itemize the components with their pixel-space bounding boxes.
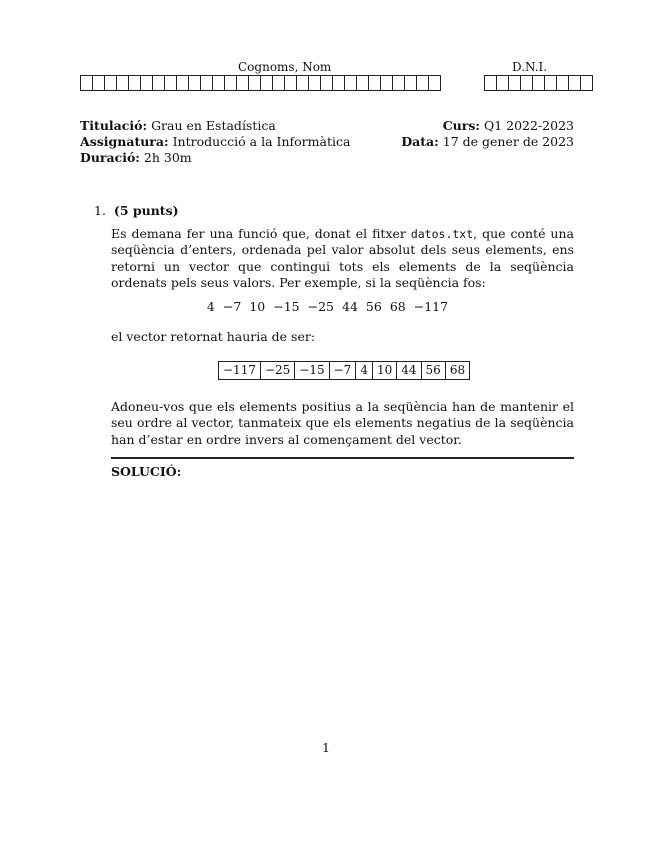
titulacio-label: Titulació:: [80, 118, 148, 133]
curs-label: Curs:: [442, 118, 480, 133]
page-number: 1: [322, 740, 330, 755]
vector-intro: el vector retornat hauria de ser:: [111, 329, 316, 344]
problem-number: 1.: [94, 203, 106, 218]
sequence-item: −15: [273, 299, 300, 314]
intro-text-2: , que conté una seqüència d’enters, ordenada pel valor absolut dels seus elements, ens retorni un vector que contingui tots els elements de la seqüència ordenats pels seus valors. Per exemple, si la seqüència fos:: [111, 226, 574, 291]
sequence-item: 56: [365, 299, 382, 314]
assignatura-line: [80, 134, 350, 150]
sequence-item: 68: [389, 299, 406, 314]
assignatura-value: Introducció a la Informàtica: [172, 134, 351, 149]
name-boxes: [80, 75, 440, 91]
duracio-value: 2h 30m: [143, 150, 192, 165]
example-sequence: [0, 299, 655, 314]
problem-points: (5 punts): [113, 203, 179, 218]
dni-label: D.N.I.: [512, 60, 548, 74]
name-label: Cognoms, Nom: [238, 60, 332, 74]
data-line: [401, 134, 574, 150]
meta-left: [80, 118, 350, 166]
vector-cell: −7: [330, 362, 357, 379]
problem-intro: [111, 226, 574, 292]
vector-cell: −117: [219, 362, 261, 379]
sequence-item: 4: [206, 299, 215, 314]
vector-cell: 10: [373, 362, 397, 379]
solution-divider: [111, 457, 574, 459]
dni-boxes: [484, 75, 592, 91]
problem-heading: [94, 203, 179, 220]
solution-label: SOLUCIÓ:: [111, 464, 182, 479]
sequence-item: 44: [342, 299, 358, 314]
vector-cell: 68: [449, 363, 466, 377]
titulacio-line: [80, 118, 350, 134]
result-vector: [218, 361, 470, 380]
titulacio-value: Grau en Estadística: [151, 118, 276, 133]
curs-value: Q1 2022-2023: [483, 118, 574, 133]
vector-cell: 4: [356, 362, 373, 379]
vector-cell: −25: [261, 362, 295, 379]
meta-right: [401, 118, 574, 150]
curs-line: [401, 118, 574, 134]
sequence-item: −25: [307, 299, 334, 314]
data-value: 17 de gener de 2023: [442, 134, 574, 149]
intro-filename: datos.txt: [410, 227, 474, 241]
intro-text-1: Es demana fer una funció que, donat el fitxer: [111, 226, 411, 241]
data-label: Data:: [401, 134, 439, 149]
sequence-item: −117: [413, 299, 449, 314]
vector-cell: 56: [422, 362, 446, 379]
duracio-line: [80, 150, 350, 166]
vector-cell: 44: [397, 362, 421, 379]
problem-note: Adoneu-vos que els elements positius a la seqüència han de mantenir el seu ordre al vector, tanmateix que els elements negatius de la seqüència han d’estar en ordre invers al començament del vector.: [111, 399, 574, 447]
vector-cell: −15: [295, 362, 329, 379]
name-box: [428, 75, 441, 91]
dni-box: [580, 75, 593, 91]
assignatura-label: Assignatura:: [80, 134, 169, 149]
duracio-label: Duració:: [80, 150, 140, 165]
sequence-item: −7: [222, 299, 242, 314]
sequence-item: 10: [249, 299, 266, 314]
